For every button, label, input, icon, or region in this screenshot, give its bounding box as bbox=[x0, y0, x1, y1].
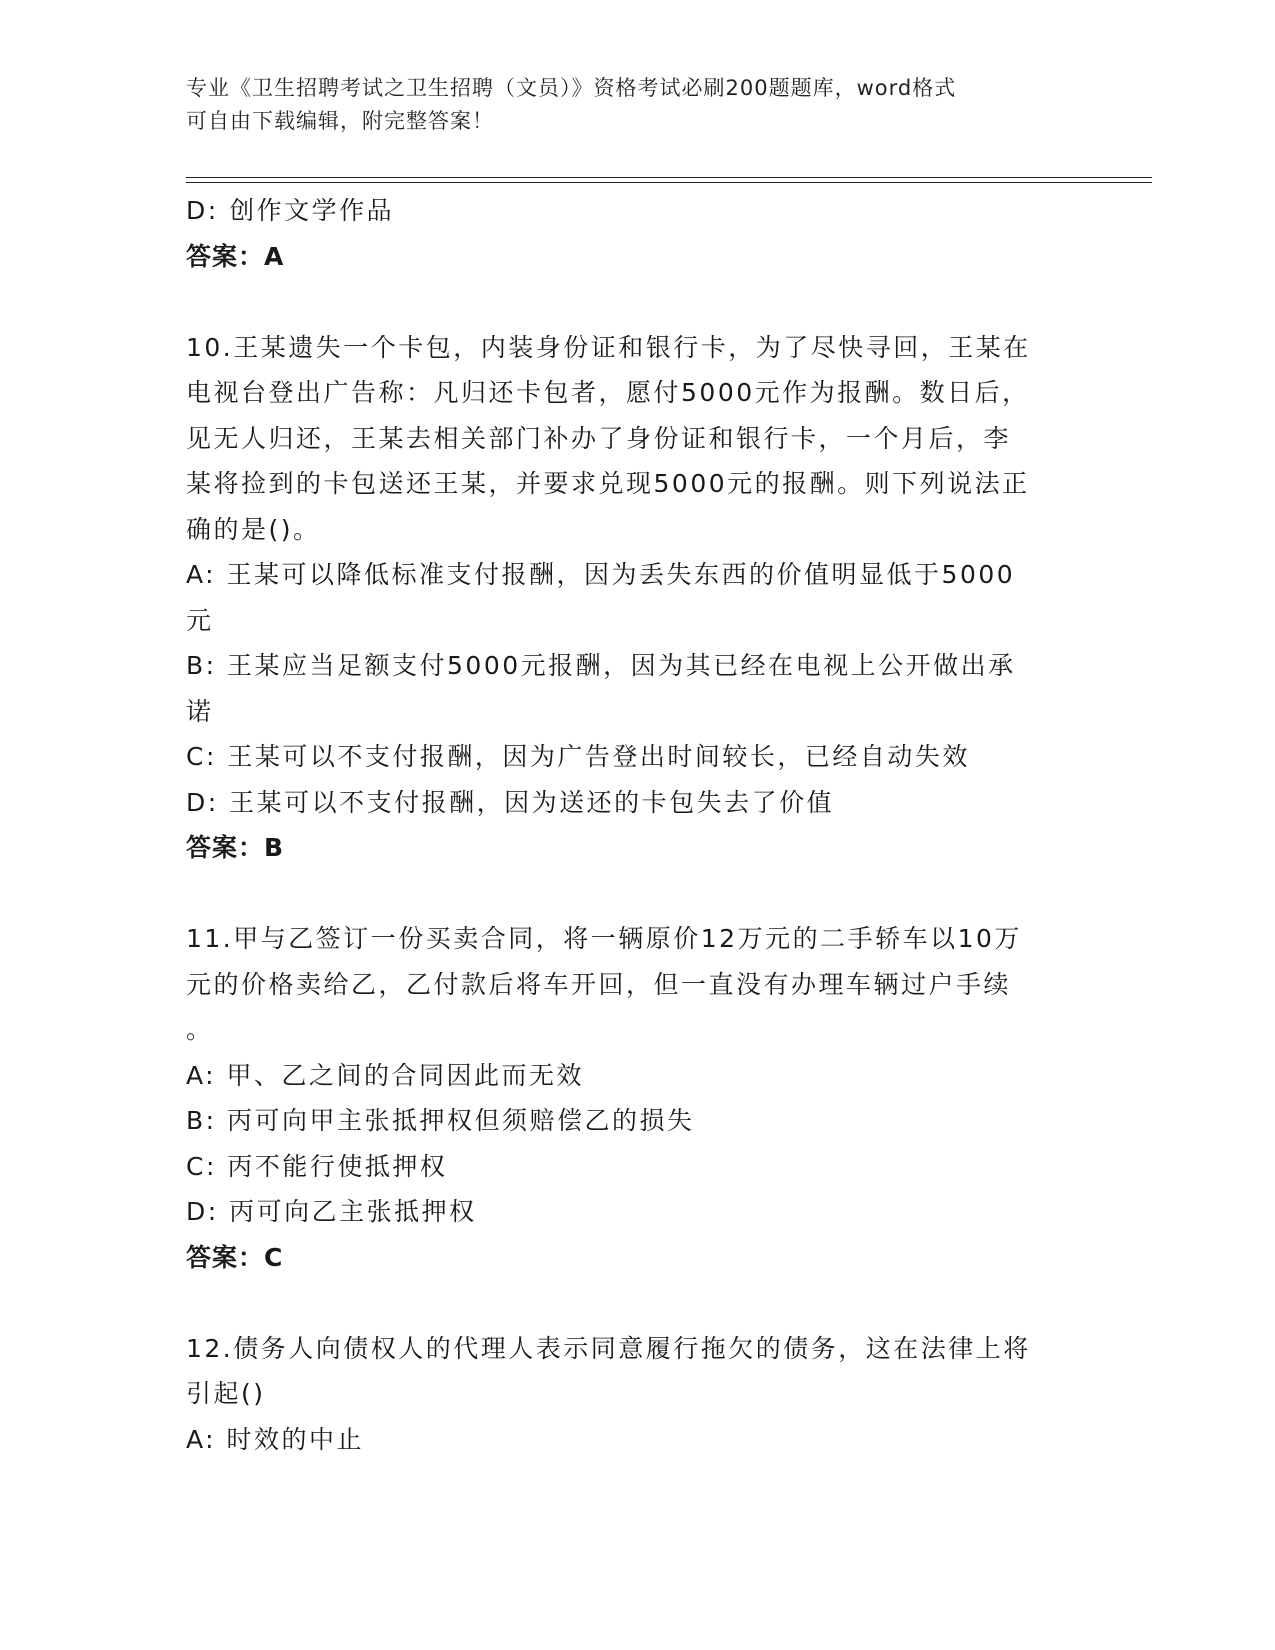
prev-answer: 答案：A bbox=[186, 241, 285, 271]
header-rule-bottom bbox=[186, 182, 1152, 183]
question-content bbox=[186, 188, 1066, 1462]
q11-option-d: D: 丙可向乙主张抵押权 bbox=[186, 1197, 477, 1226]
q12-stem-line: 引起() bbox=[186, 1379, 266, 1408]
q10-option-d: D: 王某可以不支付报酬，因为送还的卡包失去了价值 bbox=[186, 787, 835, 817]
q10-option-b-cont: 诺 bbox=[186, 696, 214, 726]
q11-stem-line: 11.甲与乙签订一份买卖合同，将一辆原价12万元的二手轿车以10万 bbox=[186, 924, 1022, 953]
q10-stem-line: 电视台登出广告称：凡归还卡包者，愿付5000元作为报酬。数日后， bbox=[186, 378, 1030, 407]
q10-answer: 答案：B bbox=[186, 833, 285, 862]
question-12 bbox=[186, 1326, 1066, 1463]
q11-option-b: B: 丙可向甲主张抵押权但须赔偿乙的损失 bbox=[186, 1106, 695, 1135]
prev-option-d: D: 创作文学作品 bbox=[186, 196, 395, 225]
q12-option-a: A: 时效的中止 bbox=[186, 1424, 365, 1454]
question-11 bbox=[186, 916, 1066, 1280]
q11-stem-line: 元的价格卖给乙，乙付款后将车开回，但一直没有办理车辆过户手续 bbox=[186, 969, 1012, 999]
q11-option-c: C: 丙不能行使抵押权 bbox=[186, 1151, 448, 1181]
q12-stem-line: 12.债务人向债权人的代理人表示同意履行拖欠的债务，这在法律上将 bbox=[186, 1333, 1031, 1363]
q11-option-a: A: 甲、乙之间的合同因此而无效 bbox=[186, 1060, 585, 1090]
header-rule-top bbox=[186, 177, 1152, 178]
q10-option-b: B: 王某应当足额支付5000元报酬，因为其已经在电视上公开做出承 bbox=[186, 651, 1016, 680]
q10-stem-line: 10.王某遗失一个卡包，内装身份证和银行卡，为了尽快寻回，王某在 bbox=[186, 332, 1031, 362]
spacer bbox=[186, 871, 1066, 917]
q10-option-a-cont: 元 bbox=[186, 605, 214, 635]
q10-stem-line: 见无人归还，王某去相关部门补办了身份证和银行卡，一个月后，李 bbox=[186, 423, 1012, 453]
spacer bbox=[186, 279, 1066, 325]
page-header bbox=[186, 72, 1066, 138]
question-10 bbox=[186, 325, 1066, 871]
header-line-2: 可自由下载编辑，附完整答案！ bbox=[186, 109, 494, 133]
q10-option-a: A: 王某可以降低标准支付报酬，因为丢失东西的价值明显低于5000 bbox=[186, 560, 1016, 589]
q10-stem-line: 确的是()。 bbox=[186, 514, 321, 544]
spacer bbox=[186, 1280, 1066, 1326]
q10-option-c: C: 王某可以不支付报酬，因为广告登出时间较长，已经自动失效 bbox=[186, 742, 970, 771]
q10-stem-line: 某将捡到的卡包送还王某，并要求兑现5000元的报酬。则下列说法正 bbox=[186, 469, 1030, 498]
q11-stem-line: 。 bbox=[186, 1015, 214, 1044]
q11-answer: 答案：C bbox=[186, 1242, 284, 1272]
header-line-1: 专业《卫生招聘考试之卫生招聘（文员）》资格考试必刷200题题库，word格式 bbox=[186, 76, 957, 100]
